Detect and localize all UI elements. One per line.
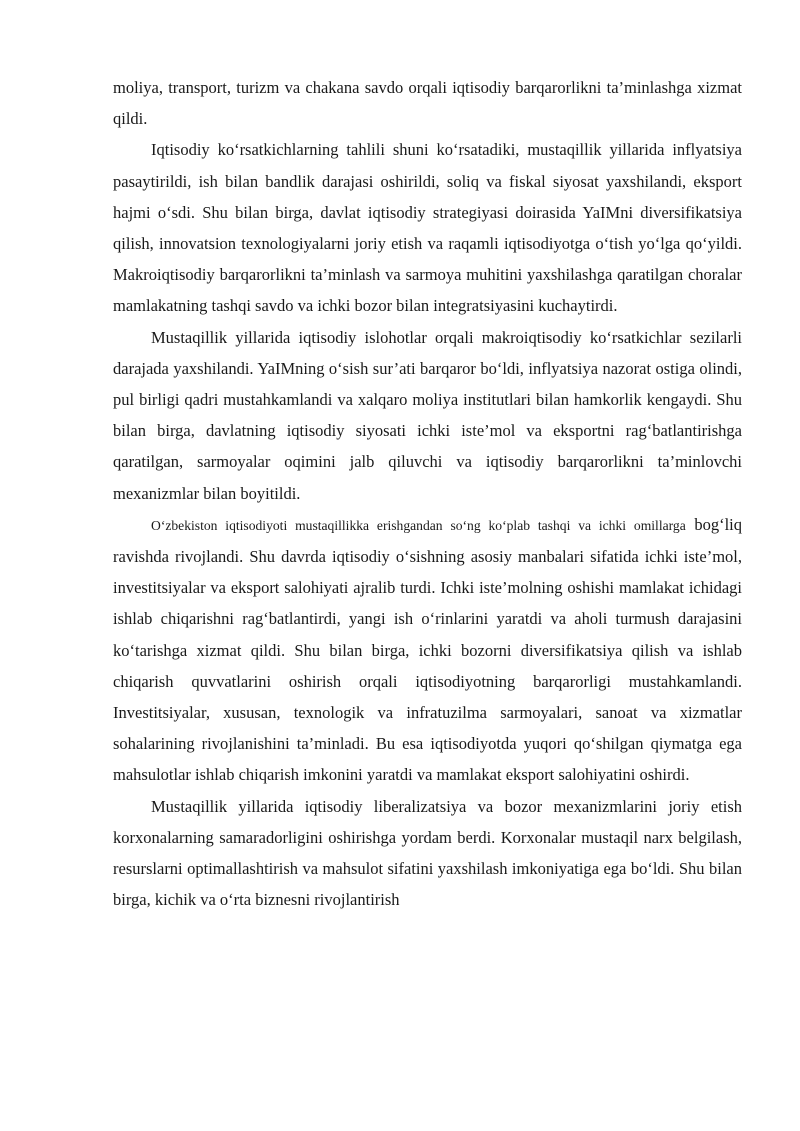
paragraph-4 (113, 509, 742, 791)
document-page (113, 72, 742, 915)
paragraph-5: Mustaqillik yillarida iqtisodiy liberalizatsiya va bozor mexanizmlarini joriy etish korxonalarning samaradorligini oshirishga yordam berdi. Korxonalar mustaqil narx belgilash, resurslarni optimallashtirish va mahsulot sifatini yaxshilash imkoniyatiga ega bo‘ldi. Shu bilan birga, kichik va o‘rta biznesni rivojlantirish (113, 796, 742, 910)
paragraph-1: moliya, transport, turizm va chakana savdo orqali iqtisodiy barqarorlikni ta’minlashga xizmat qildi. (113, 78, 742, 129)
paragraph-3: Mustaqillik yillarida iqtisodiy islohotlar orqali makroiqtisodiy ko‘rsatkichlar sezilarli darajada yaxshilandi. YaIMning o‘sish sur’ati barqaror bo‘ldi, inflyatsiya nazorat ostiga olindi, pul birligi qadri mustahkamlandi va xalqaro moliya institutlari bilan hamkorlik kengaydi. Shu bilan birga, davlatning iqtisodiy siyosati ichki iste’mol va eksportni rag‘batlantirishga qaratilgan, sarmoyalar oqimini jalb qiluvchi va iqtisodiy barqarorlikni ta’minlovchi mexanizmlar bilan boyitildi. (113, 327, 742, 503)
paragraph-4-body: bog‘liq ravishda rivojlandi. Shu davrda iqtisodiy o‘sishning asosiy manbalari sifatida ichki iste’mol, investitsiyalar va eksport salohiyati ajralib turdi. Ichki iste’molning oshishi mamlakat ichidagi ishlab chiqarishni rag‘batlantirdi, yangi ish o‘rinlarini yaratdi va aholi turmush darajasini ko‘tarishga xizmat qildi. Shu bilan birga, ichki bozorni diversifikatsiya qilish va ishlab chiqarish quvvatlarini oshirish orqali iqtisodiyotning barqarorligi mustahkamlandi. Investitsiyalar, xususan, texnologik va infratuzilma sarmoyalari, sanoat va xizmatlar sohalarining rivojlanishini ta’minladi. Bu esa iqtisodiyotda yuqori qo‘shilgan qiymatga ega mahsulotlar ishlab chiqarish imkonini yaratdi va mamlakat eksport salohiyatini oshirdi. (113, 514, 742, 785)
paragraph-2: Iqtisodiy ko‘rsatkichlarning tahlili shuni ko‘rsatadiki, mustaqillik yillarida inflyatsiya pasaytirildi, ish bilan bandlik darajasi oshirildi, soliq va fiskal siyosat yaxshilandi, eksport hajmi o‘sdi. Shu bilan birga, davlat iqtisodiy strategiyasi doirasida YaIMni diversifikatsiya qilish, innovatsion texnologiyalarni joriy etish va raqamli iqtisodiyotga o‘tish yo‘lga qo‘yildi. Makroiqtisodiy barqarorlikni ta’minlash va sarmoya muhitini yaxshilashga qaratilgan choralar mamlakatning tashqi savdo va ichki bozor bilan integratsiyasini kuchaytirdi. (113, 140, 742, 316)
paragraph-4-lead: O‘zbekiston iqtisodiyoti mustaqillikka erishgandan so‘ng ko‘plab tashqi va ichki omillarga (151, 517, 686, 533)
